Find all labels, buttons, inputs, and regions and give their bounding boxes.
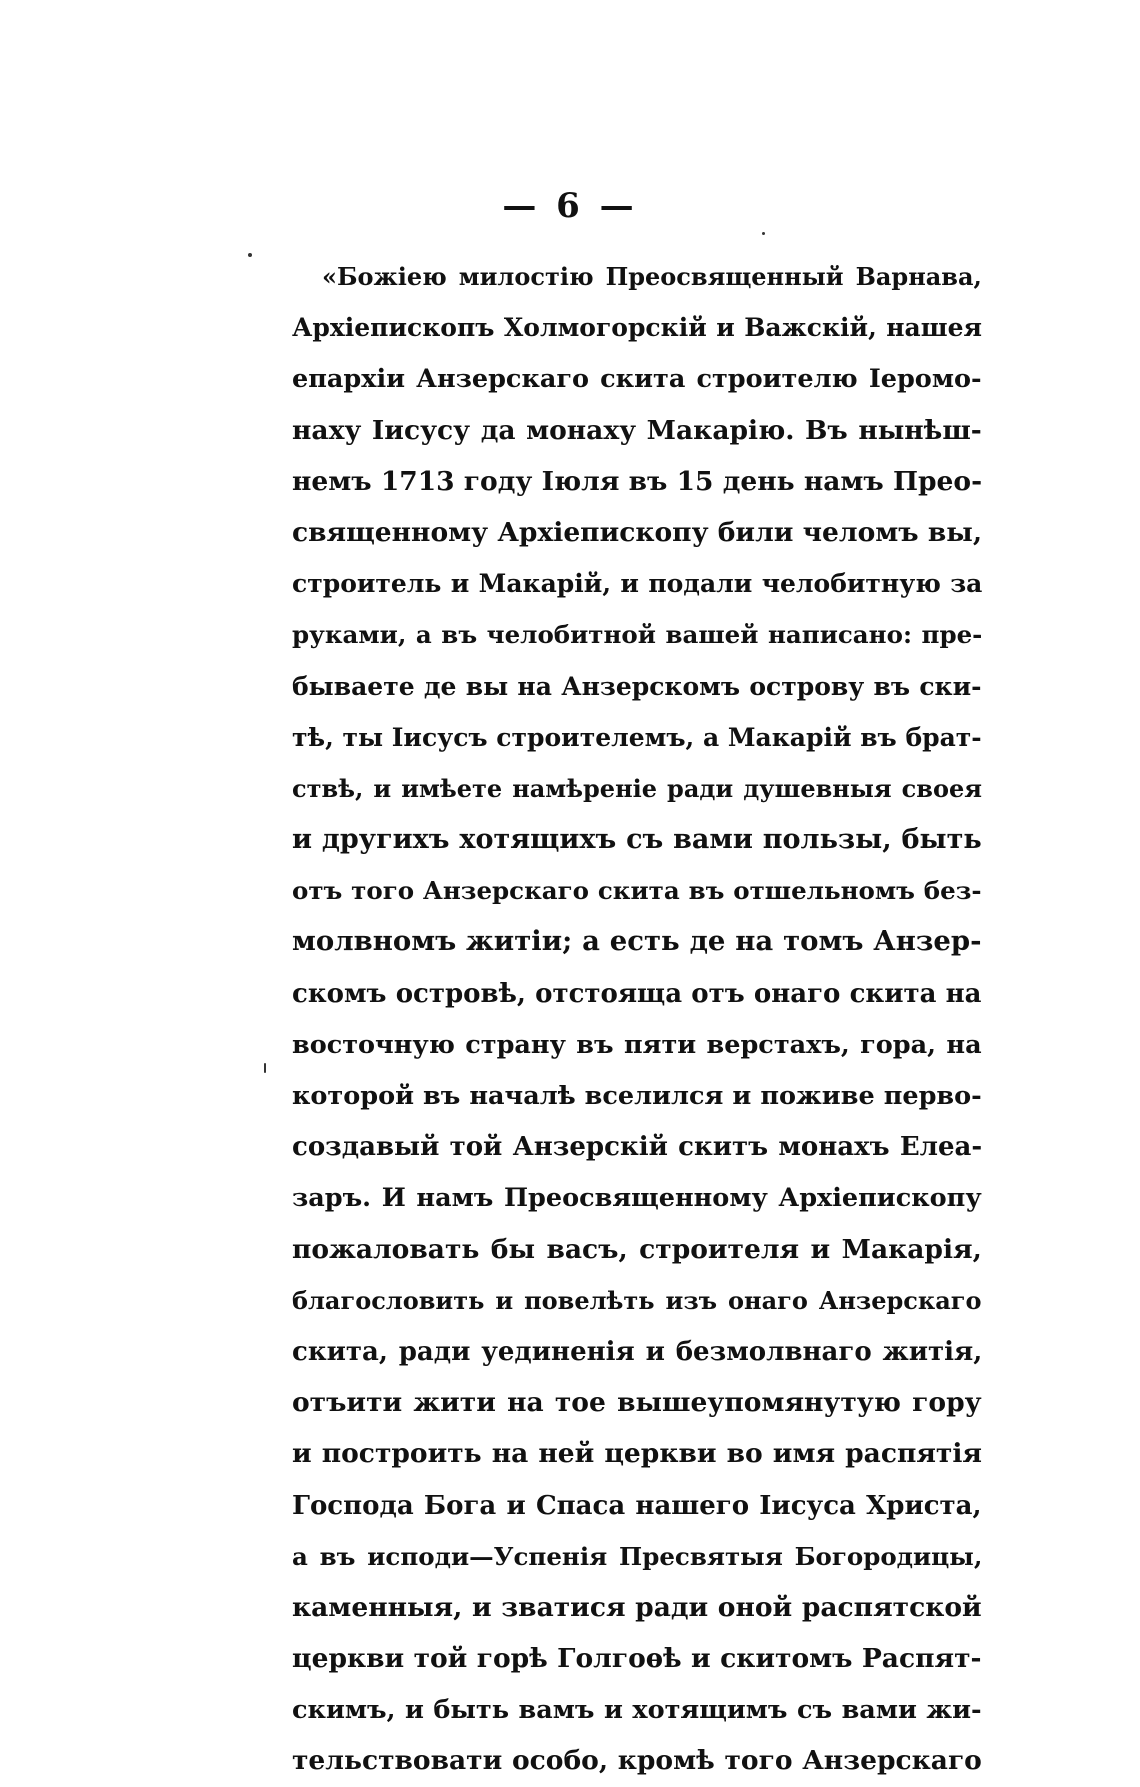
text-line: церкви той горѣ Голгоѳѣ и скитомъ Распят- [292, 1643, 982, 1675]
text-line: скомъ островѣ, отстояща отъ онаго скита на [292, 978, 982, 1009]
text-line: наху Іисусу да монаху Макарію. Въ нынѣш- [292, 414, 982, 446]
text-line: бываете де вы на Анзерскомъ острову въ ски- [292, 671, 982, 701]
text-line: Архіепископъ Холмогорскій и Важскій, нашея [292, 313, 982, 343]
text-line: и построить на ней церкви во имя распятія [292, 1438, 982, 1470]
text-line: пожаловать бы васъ, строителя и Макарія, [292, 1233, 982, 1265]
text-line: и другихъ хотящихъ съ вами пользы, быть [292, 824, 982, 856]
text-line: а въ исподи—Успенія Пресвятыя Богородицы, [292, 1541, 983, 1571]
scan-speck [264, 1063, 266, 1073]
text-line: заръ. И намъ Преосвященному Архіепископу [292, 1183, 982, 1214]
text-line: священному Архіепископу били челомъ вы, [292, 516, 983, 548]
text-line: восточную страну въ пяти верстахъ, гора, на [292, 1029, 982, 1060]
text-line: епархіи Анзерскаго скита строителю Іеромо- [292, 364, 982, 395]
text-line: создавый той Анзерскій скитъ монахъ Елеа- [292, 1132, 983, 1163]
text-line: каменныя, и зватися ради оной распятской [292, 1591, 982, 1623]
text-line: скита, ради уединенія и безмолвнаго житія, [292, 1336, 983, 1367]
text-line: отъ того Анзерскаго скита въ отшельномъ без- [292, 876, 982, 906]
text-line: руками, а въ челобитной вашей написано: пре- [292, 620, 983, 650]
scan-speck [248, 253, 252, 257]
text-line: «Божіею милостію Преосвященный Варнава, [322, 262, 982, 291]
text-line: строитель и Макарій, и подали челобитную за [292, 569, 983, 599]
scan-speck [762, 232, 765, 235]
text-line: скимъ, и быть вамъ и хотящимъ съ вами жи- [292, 1695, 982, 1726]
text-line: ствѣ, и имѣете намѣреніе ради душевныя своея [292, 773, 982, 803]
text-line: благословить и повелѣть изъ онаго Анзерскаго [292, 1285, 982, 1315]
text-line: тѣ, ты Іисусъ строителемъ, а Макарій въ брат- [292, 722, 982, 752]
text-line: отъити жити на тое вышеупомянутую гору [292, 1387, 982, 1419]
text-line: тельствовати особо, кромѣ того Анзерскаго [292, 1745, 982, 1777]
text-line: немъ 1713 году Іюля въ 15 день намъ Прео- [292, 465, 983, 497]
text-line: которой въ началѣ вселился и поживе перво- [292, 1081, 982, 1111]
text-line: молвномъ житіи; а есть де на томъ Анзер- [292, 925, 982, 958]
body-text [292, 250, 982, 1786]
text-line: Господа Бога и Спаса нашего Іисуса Христа, [292, 1490, 982, 1521]
page-number: — 6 — [502, 186, 638, 226]
